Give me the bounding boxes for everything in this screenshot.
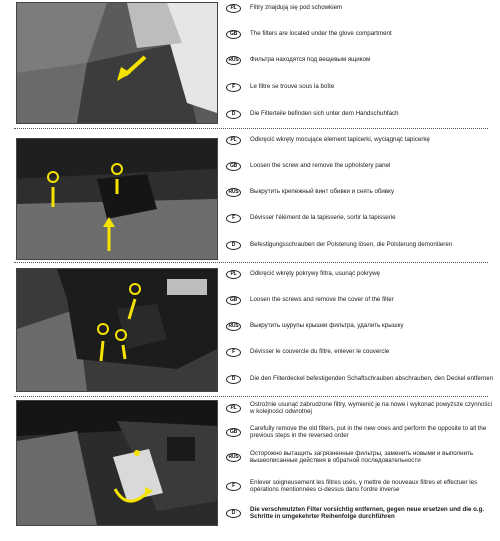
- instruction-text: Loosen the screws and remove the cover of the filter: [250, 296, 394, 304]
- step-3-line-rus: [226, 319, 494, 333]
- language-badge-f: F: [226, 482, 241, 491]
- step-3-line-d: [226, 370, 494, 388]
- instruction-text: The filters are located under the glove compartment: [250, 30, 392, 38]
- step-3-line-pl: [226, 267, 494, 281]
- step-3-line-gb: [226, 293, 494, 307]
- language-badge-pl: PL: [226, 404, 241, 413]
- language-badge-gb: GB: [226, 296, 241, 305]
- step-2-line-d: [226, 236, 494, 254]
- step-1-line-f: [226, 80, 494, 94]
- instruction-text: Befestigungsschrauben der Polsterung lösen, die Polsterung demontieren: [250, 241, 453, 249]
- step-1-line-rus: [226, 53, 494, 67]
- step-3-line-f: [226, 345, 494, 359]
- step-2-line-rus: [226, 185, 494, 199]
- language-badge-d: D: [226, 375, 241, 384]
- language-badge-d: D: [226, 241, 241, 250]
- step-2-line-gb: [226, 159, 494, 173]
- step-4-line-d: [226, 504, 494, 522]
- instruction-text: Loosen the screw and remove the upholstery panel: [250, 162, 391, 170]
- language-badge-d: D: [226, 509, 241, 518]
- step-2-photo-upholstery-panel: [16, 138, 218, 260]
- language-badge-rus: RUS: [226, 453, 241, 462]
- instruction-text: Выкрутить шурупы крышки фильтра, удалить крышку: [250, 322, 404, 330]
- language-badge-d: D: [226, 110, 241, 119]
- step-4-photo-filter-replacement: [16, 400, 218, 526]
- language-badge-f: F: [226, 83, 241, 92]
- step-4-line-gb: [226, 423, 494, 441]
- step-2: [0, 132, 500, 260]
- language-badge-rus: RUS: [226, 56, 241, 65]
- instruction-text: Carefully remove the old filters, put in the new ones and perform the opposite to all the previous steps in the reversed order: [250, 424, 487, 439]
- language-badge-f: F: [226, 214, 241, 223]
- step-1-photo-glove-compartment: [16, 2, 218, 124]
- step-1: [0, 0, 500, 126]
- divider: [14, 262, 488, 263]
- language-badge-gb: GB: [226, 428, 241, 437]
- language-badge-pl: PL: [226, 136, 241, 145]
- step-1-line-pl: [226, 1, 494, 15]
- step-4-line-pl: [226, 399, 494, 417]
- instruction-text: Die Filterteile befinden sich unter dem Handschuhfach: [250, 110, 399, 118]
- step-4: [0, 398, 500, 541]
- instruction-text: Enlever soigneusement les filtres usés, y mettre de nouveaux filtres et effectuer les opérations mentionnées ci-dessus dans l'ordre inverse: [250, 478, 478, 493]
- instruction-text: Le filtre se trouve sous la boîte: [250, 83, 335, 91]
- step-4-line-f: [226, 474, 494, 498]
- instruction-text: Filtry znajdują się pod schowkiem: [250, 4, 343, 12]
- instruction-text: Die verschmutzten Filter vorsichtig entfernen, gegen neue ersetzen und die o.g. Schritte in umgekehrter Reihenfolge durchführen: [250, 505, 485, 520]
- divider: [14, 396, 488, 397]
- instruction-text: Фильтра находятся под вещевым ящиком: [250, 56, 371, 64]
- instruction-text: Ostrożnie usunąć zabrudzone filtry, wymienić je na nowe i wykonać powyższe czynności w kolejności odwrotnej: [250, 400, 492, 415]
- instruction-text: Осторожно вытащить загрязненные фильтры, заменить новыми и выполнить вышеописанные действия в обратной последовательности: [250, 449, 474, 464]
- instruction-text: Odkręcić wkręty mocujące element tapicerki, wyciągnąć tapicerkę: [250, 136, 430, 144]
- divider: [14, 128, 488, 129]
- step-2-line-f: [226, 211, 494, 225]
- step-2-line-pl: [226, 133, 494, 147]
- language-badge-f: F: [226, 348, 241, 357]
- language-badge-gb: GB: [226, 30, 241, 39]
- step-1-line-d: [226, 107, 494, 121]
- step-4-line-rus: [226, 445, 494, 469]
- instruction-text: Odkręcić wkręty pokrywy filtra, usunąć pokrywę: [250, 270, 380, 278]
- language-badge-rus: RUS: [226, 322, 241, 331]
- language-badge-pl: PL: [226, 270, 241, 279]
- language-badge-gb: GB: [226, 162, 241, 171]
- step-1-line-gb: [226, 27, 494, 41]
- instruction-text: Dévisser le couvercle du filtre, enlever le couvercle: [250, 348, 390, 356]
- instruction-text: Die den Filterdeckel befestigenden Schaftschrauben abschrauben, den Deckel entfernen: [250, 375, 494, 383]
- step-3-photo-filter-cover: [16, 268, 218, 392]
- instruction-text: Dévisser l'élément de la tapisserie, sortir la tapisserie: [250, 214, 396, 222]
- language-badge-pl: PL: [226, 4, 241, 13]
- language-badge-rus: RUS: [226, 188, 241, 197]
- step-3: [0, 266, 500, 394]
- instruction-text: Выкрутить крепежный винт обивки и снять обивку: [250, 188, 395, 196]
